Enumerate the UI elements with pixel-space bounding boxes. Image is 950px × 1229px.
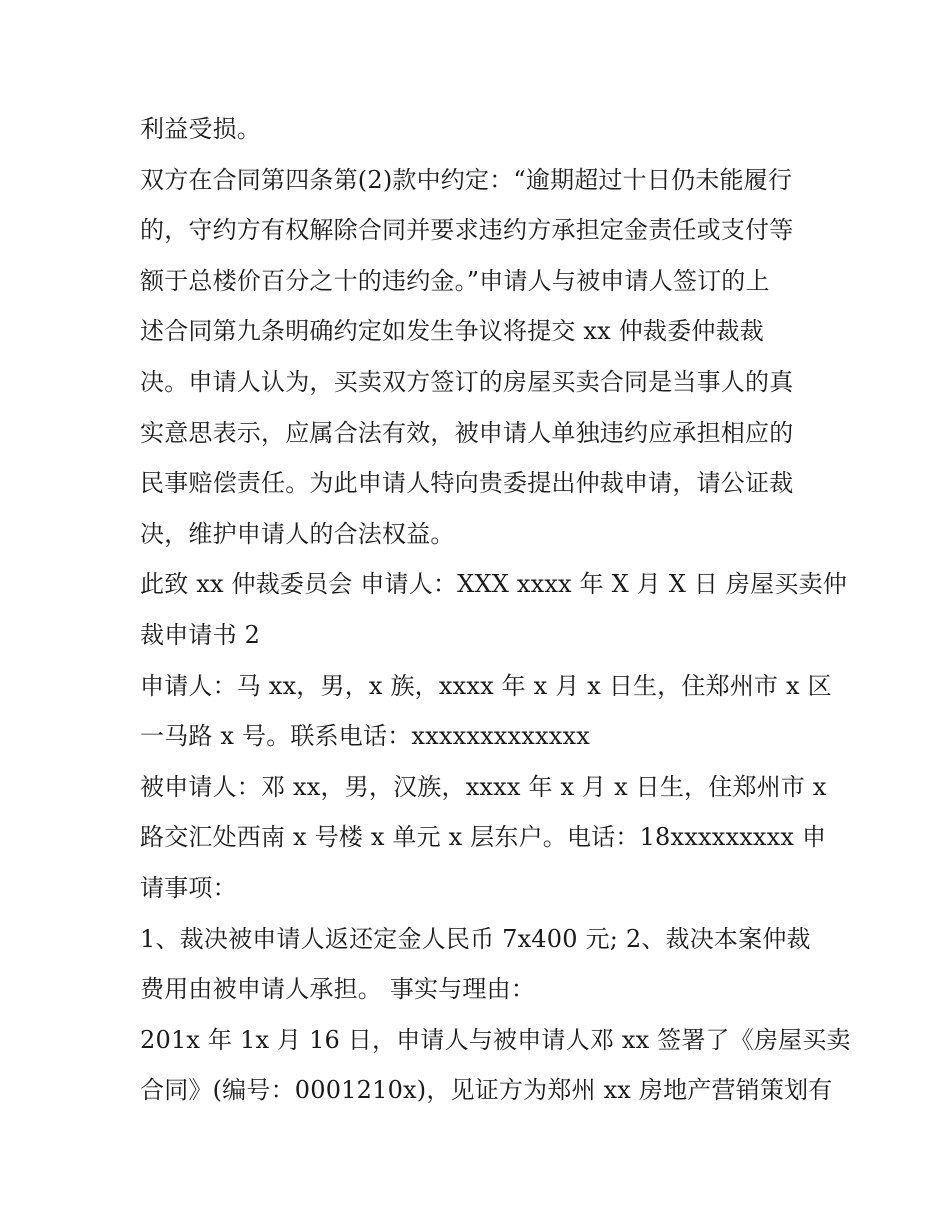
text-line: 合同》(编号：0001210x)，见证方为郑州 xx 房地产营销策划有 (140, 1076, 833, 1105)
text-line: 实意思表示，应属合法有效，被申请人单独违约应承担相应的 (140, 418, 794, 447)
text-line: 额于总楼价百分之十的违约金。”申请人与被申请人签订的上 (140, 266, 770, 295)
text-line: 路交汇处西南 x 号楼 x 单元 x 层东户。电话：18xxxxxxxxx 申 (140, 823, 827, 852)
text-line: 申请人：马 xx，男，x 族，xxxx 年 x 月 x 日生，住郑州市 x 区 (140, 671, 832, 700)
text-line: 双方在合同第四条第(2)款中约定：“逾期超过十日仍未能履行 (140, 165, 793, 194)
text-line: 决，维护申请人的合法权益。 (140, 519, 455, 548)
text-line: 裁申请书 2 (140, 620, 261, 649)
text-line: 一马路 x 号。联系电话：xxxxxxxxxxxxx (140, 722, 590, 751)
text-line: 请事项： (140, 873, 237, 902)
text-line: 述合同第九条明确约定如发生争议将提交 xx 仲裁委仲裁裁 (140, 317, 764, 346)
text-line: 201x 年 1x 月 16 日，申请人与被申请人邓 xx 签署了《房屋买卖 (140, 1025, 851, 1054)
text-line: 利益受损。 (140, 115, 261, 143)
text-line: 此致 xx 仲裁委员会 申请人：XXX xxxx 年 X 月 X 日 房屋买卖仲 (140, 570, 847, 599)
text-line: 1、裁决被申请人返还定金人民币 7x400 元; 2、裁决本案仲裁 (140, 924, 811, 953)
document-body (140, 104, 851, 1116)
text-line: 费用由被申请人承担。 事实与理由： (140, 975, 536, 1004)
text-line: 的，守约方有权解除合同并要求违约方承担定金责任或支付等 (140, 216, 794, 245)
text-line: 民事赔偿责任。为此申请人特向贵委提出仲裁申请，请公证裁 (140, 469, 794, 498)
text-line: 决。申请人认为，买卖双方签订的房屋买卖合同是当事人的真 (140, 367, 794, 396)
text-line: 被申请人：邓 xx，男，汉族，xxxx 年 x 月 x 日生，住郑州市 x (140, 772, 827, 801)
